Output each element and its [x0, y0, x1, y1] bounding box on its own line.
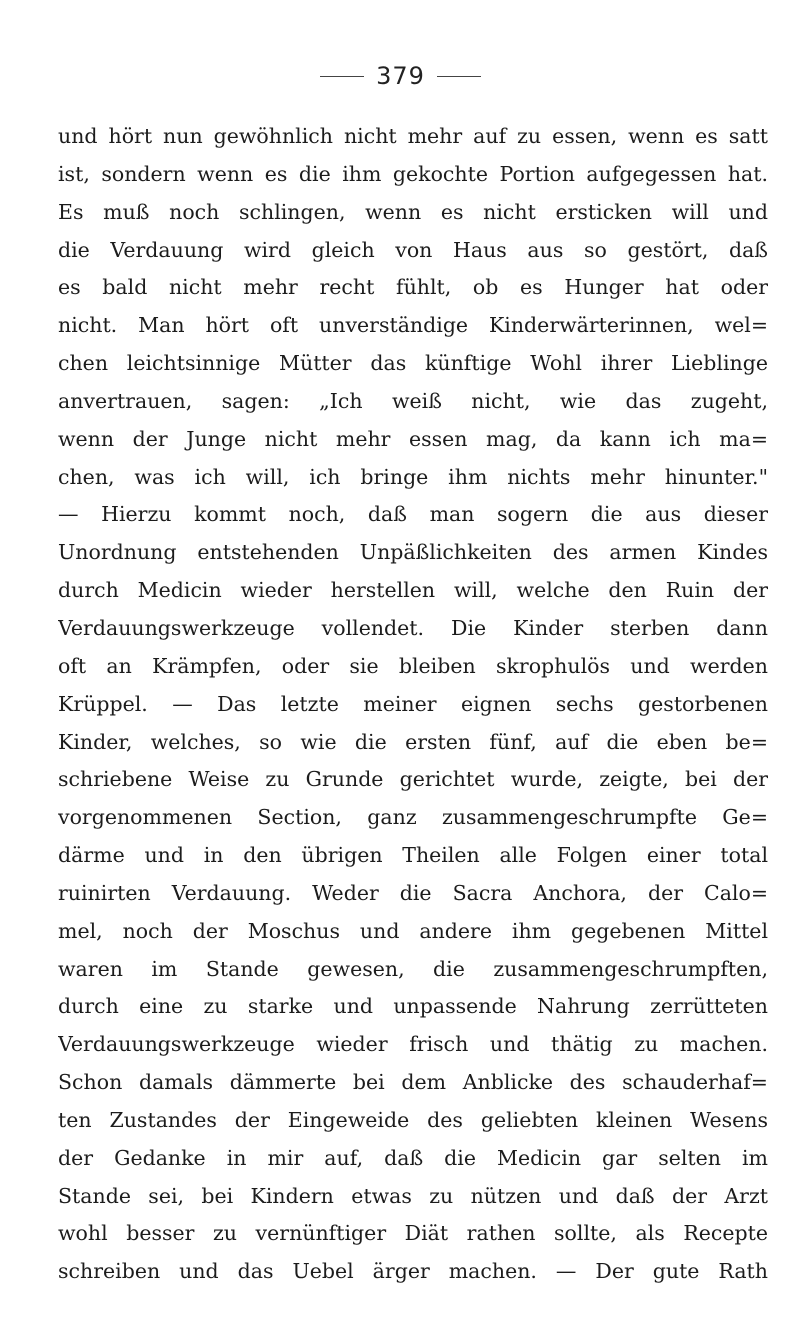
text-line: mel, noch der Moschus und andere ihm gegebenen Mittel [58, 918, 768, 943]
header-rule-left [320, 76, 364, 77]
text-line: Unordnung entstehenden Unpäßlichkeiten des armen Kindes [58, 540, 768, 565]
body-text [58, 118, 768, 1291]
text-line: chen leichtsinnige Mütter das künftige Wohl ihrer Lieblinge [58, 351, 768, 376]
text-line: chen, was ich will, ich bringe ihm nichts mehr hinunter." [58, 464, 768, 489]
text-line: ruinirten Verdauung. Weder die Sacra Anchora, der Calo= [58, 880, 768, 905]
header-rule-right [437, 76, 481, 77]
text-line: Verdauungswerkzeuge wieder frisch und thätig zu machen. [58, 1032, 768, 1057]
text-line: Verdauungswerkzeuge vollendet. Die Kinder sterben dann [58, 615, 768, 640]
text-line: wenn der Junge nicht mehr essen mag, da kann ich ma= [58, 426, 768, 451]
page-number: 379 [376, 62, 425, 90]
text-line: ist, sondern wenn es die ihm gekochte Portion aufgegessen hat. [58, 161, 768, 186]
text-line: der Gedanke in mir auf, daß die Medicin gar selten im [58, 1145, 768, 1170]
text-line: wohl besser zu vernünftiger Diät rathen sollte, als Recepte [58, 1221, 768, 1246]
text-line: schriebene Weise zu Grunde gerichtet wurde, zeigte, bei der [58, 767, 768, 792]
page-header [0, 62, 801, 102]
text-line: die Verdauung wird gleich von Haus aus so gestört, daß [58, 237, 768, 262]
text-line: durch Medicin wieder herstellen will, welche den Ruin der [58, 578, 768, 603]
text-line: vorgenommenen Section, ganz zusammengeschrumpfte Ge= [58, 805, 768, 830]
text-line: Krüppel. — Das letzte meiner eignen sechs gestorbenen [58, 691, 768, 716]
text-line: Schon damals dämmerte bei dem Anblicke des schauderhaf= [58, 1070, 768, 1095]
text-line: därme und in den übrigen Theilen alle Folgen einer total [58, 843, 768, 868]
text-line: und hört nun gewöhnlich nicht mehr auf zu essen, wenn es satt [58, 124, 768, 148]
text-line: anvertrauen, sagen: „Ich weiß nicht, wie das zugeht, [58, 388, 768, 413]
text-line: oft an Krämpfen, oder sie bleiben skrophulös und werden [58, 653, 768, 678]
text-line: Stande sei, bei Kindern etwas zu nützen und daß der Arzt [58, 1183, 768, 1208]
text-line: — Hierzu kommt noch, daß man sogern die aus dieser [58, 502, 768, 527]
text-line: nicht. Man hört oft unverständige Kinderwärterinnen, wel= [58, 313, 768, 338]
text-line: ten Zustandes der Eingeweide des geliebten kleinen Wesens [58, 1107, 768, 1132]
text-line: durch eine zu starke und unpassende Nahrung zerrütteten [58, 994, 768, 1019]
text-line: Kinder, welches, so wie die ersten fünf, auf die eben be= [58, 729, 768, 754]
text-line: waren im Stande gewesen, die zusammengeschrumpften, [58, 956, 768, 981]
text-line: schreiben und das Uebel ärger machen. — Der gute Rath [58, 1259, 768, 1284]
text-line: Es muß noch schlingen, wenn es nicht ersticken will und [58, 199, 768, 224]
text-line: es bald nicht mehr recht fühlt, ob es Hunger hat oder [58, 275, 768, 300]
